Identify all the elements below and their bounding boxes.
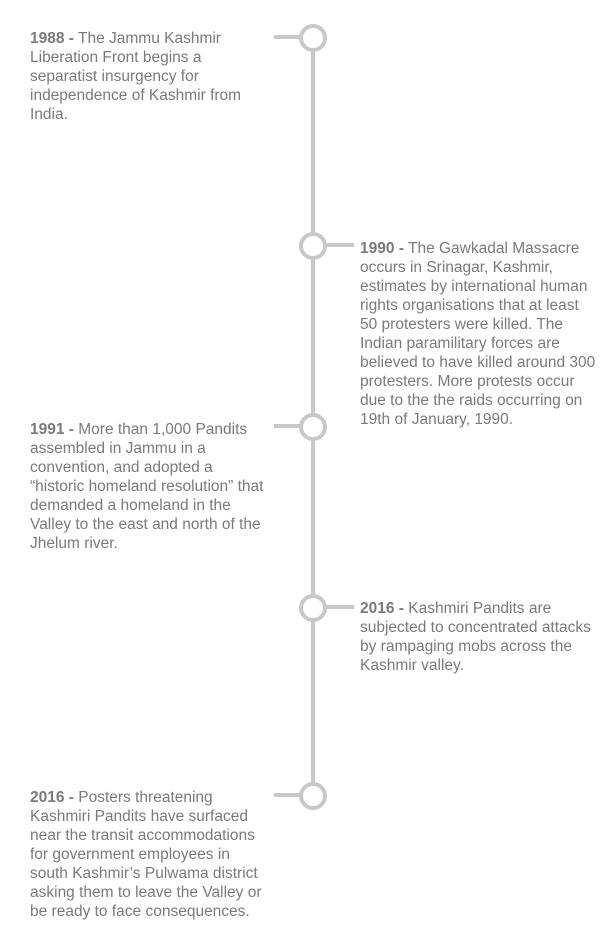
event-description: The Jammu Kashmir Liberation Front begins a separatist insurgency for independence of Kashmir from India. bbox=[30, 30, 242, 123]
event-description: The Gawkadal Massacre occurs in Srinagar, Kashmir, estimates by international human rights organisations that at least 50 protesters were killed. The Indian paramilitary forces are believed to have killed around 300 protesters. More protests occur due to the the raids occurring on 19th of January, 1990. bbox=[360, 240, 596, 428]
timeline-connector bbox=[274, 793, 302, 797]
event-description: Kashmiri Pandits are subjected to concentrated attacks by rampaging mobs across the Kashmir valley. bbox=[360, 600, 591, 674]
event-year: 1991 - bbox=[30, 421, 74, 438]
timeline-node-circle bbox=[299, 24, 327, 52]
timeline-event bbox=[360, 239, 596, 429]
timeline-event bbox=[30, 29, 270, 124]
event-year: 1988 - bbox=[30, 30, 74, 47]
timeline-connector bbox=[326, 605, 354, 609]
timeline-event bbox=[360, 599, 596, 675]
timeline-connector bbox=[274, 424, 302, 428]
timeline-event bbox=[30, 420, 270, 553]
timeline-node-circle bbox=[299, 782, 327, 810]
event-year: 2016 - bbox=[30, 789, 74, 806]
event-year: 2016 - bbox=[360, 600, 404, 617]
timeline-node-circle bbox=[299, 594, 327, 622]
timeline-event bbox=[30, 788, 270, 921]
timeline-node-circle bbox=[299, 413, 327, 441]
timeline-connector bbox=[274, 35, 302, 39]
timeline-connector bbox=[326, 243, 354, 247]
event-description: More than 1,000 Pandits assembled in Jammu in a convention, and adopted a “historic homeland resolution” that demanded a homeland in the Valley to the east and north of the Jhelum river. bbox=[30, 421, 264, 552]
event-year: 1990 - bbox=[360, 240, 404, 257]
event-description: Posters threatening Kashmiri Pandits have surfaced near the transit accommodations for government employees in south Kashmir’s Pulwama district asking them to leave the Valley or be ready to face consequences. bbox=[30, 789, 262, 920]
timeline-node-circle bbox=[299, 232, 327, 260]
